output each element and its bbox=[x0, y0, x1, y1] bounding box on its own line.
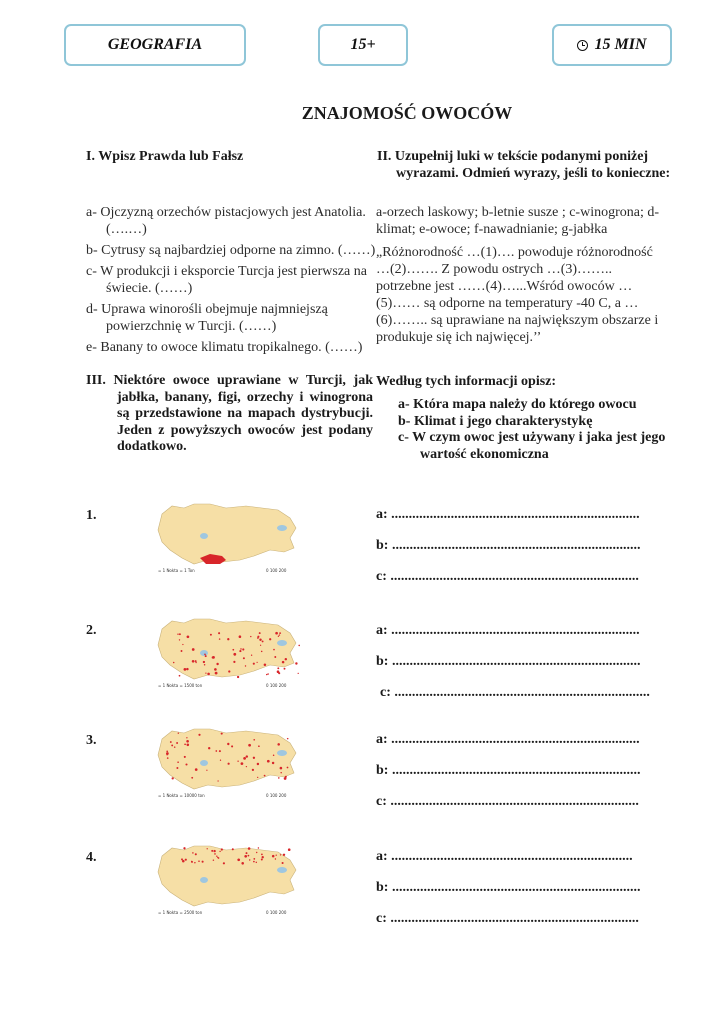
production-dot bbox=[204, 653, 206, 655]
turkey-outline bbox=[158, 504, 296, 564]
production-dot bbox=[279, 632, 281, 634]
production-dot bbox=[217, 780, 218, 781]
production-dot bbox=[277, 743, 280, 746]
production-dot bbox=[253, 757, 255, 759]
production-dot bbox=[214, 853, 216, 855]
production-dot bbox=[258, 847, 259, 848]
gap-fill-text: „Różnorodność …(1)…. powoduje różnorodność …(2)……. Z powodu ostrych …(3)…….. potrzebne jest ……(4)…...Wśród owoców …(5)…… są odporne na temperatury -40 C, a …(6)…….. są uprawiane na największym obszarze i produkuje się ich najwięcej.’’ bbox=[376, 245, 659, 345]
production-dot bbox=[184, 756, 186, 758]
production-dot bbox=[220, 760, 221, 761]
production-dot bbox=[276, 855, 277, 856]
statement-b: b- Cytrusy są najbardziej odporne na zimno. (……) bbox=[86, 243, 376, 258]
statement-d: d- Uprawa winorośli obejmuje najmniejszą powierzchnię w Turcji. (……) bbox=[86, 302, 328, 334]
production-dot bbox=[256, 862, 257, 863]
production-dot bbox=[253, 739, 255, 741]
production-dot bbox=[210, 634, 212, 636]
answer-line-3c[interactable]: c: ....................................................................... bbox=[376, 794, 639, 809]
production-dot bbox=[191, 777, 193, 779]
production-dot bbox=[257, 763, 259, 765]
production-dot bbox=[249, 859, 250, 860]
production-dot bbox=[167, 757, 169, 759]
production-dot bbox=[273, 649, 275, 651]
production-dot bbox=[259, 639, 261, 641]
production-dot bbox=[216, 856, 217, 857]
production-dot bbox=[179, 633, 181, 635]
production-dot bbox=[237, 761, 238, 762]
lake bbox=[277, 525, 287, 531]
distribution-map-2 bbox=[150, 613, 310, 693]
production-dot bbox=[202, 861, 204, 863]
section3-heading-text: III. Niektóre owoce uprawiane w Turcji, jak jabłka, banany, figi, orzechy i winogrona są przedstawione na mapach dystrybucji. Jeden z powyższych owoców jest podany dodatkowo. bbox=[86, 373, 373, 455]
production-dot bbox=[256, 852, 257, 853]
production-dot bbox=[280, 767, 283, 770]
production-dot bbox=[252, 769, 254, 771]
production-dot bbox=[248, 855, 250, 857]
statement-e: e- Banany to owoce klimatu tropikalnego. (……) bbox=[86, 340, 363, 355]
production-dot bbox=[218, 857, 220, 859]
production-dot bbox=[288, 848, 291, 851]
answer-line-3a[interactable]: a: ....................................................................... bbox=[376, 732, 640, 747]
production-dot bbox=[177, 634, 178, 635]
production-dot bbox=[171, 744, 173, 746]
production-dot bbox=[233, 653, 236, 656]
production-dot bbox=[261, 859, 263, 861]
section1-items bbox=[86, 204, 376, 360]
production-dot bbox=[219, 851, 220, 852]
production-dot bbox=[223, 862, 225, 864]
lake bbox=[200, 760, 208, 766]
production-dot bbox=[237, 858, 240, 861]
turkey-outline bbox=[158, 729, 296, 789]
production-dot bbox=[239, 650, 241, 652]
production-dot bbox=[204, 664, 206, 666]
production-dot bbox=[187, 635, 190, 638]
production-dot bbox=[245, 665, 246, 666]
production-dot bbox=[279, 634, 280, 635]
production-dot bbox=[219, 750, 221, 752]
production-dot bbox=[186, 668, 188, 670]
production-dot bbox=[298, 673, 299, 674]
production-dot bbox=[277, 670, 280, 673]
map-number-3: 3. bbox=[86, 733, 97, 748]
production-dot bbox=[243, 757, 246, 760]
section1-heading: I. Wpisz Prawda lub Fałsz bbox=[86, 149, 244, 164]
production-dot bbox=[227, 743, 229, 745]
production-dot bbox=[282, 862, 284, 864]
map-scale: 0 100 200 bbox=[266, 793, 287, 798]
production-dot bbox=[176, 742, 178, 744]
answer-line-4a[interactable]: a: ..................................................................... bbox=[376, 849, 633, 864]
production-dot bbox=[275, 858, 276, 859]
production-dot bbox=[262, 640, 264, 642]
production-dot bbox=[182, 644, 183, 645]
map-legend: = 1 Nokta = 10000 ton bbox=[158, 793, 205, 798]
production-dot bbox=[213, 859, 214, 860]
time-label: 15 MIN bbox=[594, 36, 647, 53]
production-dot bbox=[287, 738, 289, 740]
answer-line-2a[interactable]: a: ....................................................................... bbox=[376, 623, 640, 638]
word-bank: a-orzech laskowy; b-letnie susze ; c-winogrona; d-klimat; e-owoce; f-nawadnianie; g-jabłka bbox=[376, 205, 660, 237]
production-dot bbox=[259, 632, 261, 634]
answer-line-2b[interactable]: b: ....................................................................... bbox=[376, 654, 641, 669]
turkey-outline bbox=[158, 846, 296, 906]
production-dot bbox=[195, 853, 197, 855]
lake bbox=[200, 877, 208, 883]
map-legend: = 1 Noktа = 1 Ton bbox=[158, 568, 195, 573]
lake bbox=[200, 533, 208, 539]
statement-a: a- Ojczyzną orzechów pistacjowych jest Anatolia.(….…) bbox=[86, 205, 366, 237]
production-dot bbox=[187, 744, 190, 747]
production-dot bbox=[215, 672, 218, 675]
statement-c: c- W produkcji i eksporcie Turcja jest pierwsza na świecie. (……) bbox=[86, 264, 367, 296]
production-dot bbox=[195, 660, 197, 662]
lake bbox=[277, 867, 287, 873]
production-dot bbox=[277, 667, 279, 669]
production-dot bbox=[205, 672, 206, 673]
distribution-map-1 bbox=[150, 498, 310, 578]
production-dot bbox=[174, 746, 176, 748]
map-legend: = 1 Nokta = 1500 ton bbox=[158, 683, 203, 688]
answer-line-3b[interactable]: b: ....................................................................... bbox=[376, 763, 641, 778]
production-dot bbox=[192, 648, 195, 651]
map-number-2: 2. bbox=[86, 623, 97, 638]
production-dot bbox=[239, 635, 242, 638]
distribution-map-4 bbox=[150, 840, 310, 920]
production-dot bbox=[177, 761, 179, 763]
production-dot bbox=[253, 663, 255, 665]
production-dot bbox=[216, 663, 218, 665]
lake bbox=[200, 650, 208, 656]
production-dot bbox=[206, 770, 207, 771]
production-dot bbox=[282, 661, 285, 664]
question-a: a- Która mapa należy do którego owocu bbox=[398, 397, 637, 412]
production-dot bbox=[203, 661, 205, 663]
map-number-4: 4. bbox=[86, 850, 97, 865]
production-dot bbox=[242, 648, 244, 650]
production-dot bbox=[166, 752, 169, 755]
production-dot bbox=[241, 762, 244, 765]
production-dot bbox=[258, 745, 260, 747]
question-c: c- W czym owoc jest używany i jaka jest jego wartość ekonomiczna bbox=[398, 430, 666, 462]
distribution-map-3 bbox=[150, 723, 310, 803]
production-dot bbox=[272, 762, 274, 764]
time-box bbox=[552, 24, 672, 66]
map-scale: 0 100 200 bbox=[266, 683, 287, 688]
production-dot bbox=[267, 673, 269, 675]
lake bbox=[277, 640, 287, 646]
production-dot bbox=[266, 674, 267, 675]
production-dot bbox=[298, 645, 300, 647]
production-dot bbox=[273, 755, 275, 757]
production-dot bbox=[173, 662, 175, 664]
production-dot bbox=[179, 639, 180, 640]
map-number-1: 1. bbox=[86, 508, 97, 523]
section2-heading bbox=[377, 148, 677, 182]
production-dot bbox=[192, 852, 194, 854]
answer-line-4c[interactable]: c: ....................................................................... bbox=[376, 911, 639, 926]
production-dot bbox=[194, 862, 195, 863]
production-dot bbox=[280, 772, 281, 773]
production-dot bbox=[285, 658, 287, 660]
page-title: ZNAJOMOŚĆ OWOCÓW bbox=[301, 103, 513, 123]
production-dot bbox=[228, 670, 230, 672]
production-dot bbox=[181, 858, 183, 860]
production-dot bbox=[295, 662, 297, 664]
subject-label: GEOGRAFIA bbox=[107, 36, 203, 53]
production-dot bbox=[183, 847, 185, 849]
production-dot bbox=[253, 858, 255, 860]
production-dot bbox=[181, 650, 183, 652]
production-dot bbox=[176, 767, 178, 769]
question-list bbox=[398, 397, 678, 463]
production-dot bbox=[198, 734, 200, 736]
production-dot bbox=[283, 854, 285, 856]
production-dot bbox=[274, 656, 276, 658]
production-dot bbox=[269, 638, 271, 640]
production-dot bbox=[232, 848, 234, 850]
production-dot bbox=[207, 848, 208, 849]
production-dot bbox=[179, 675, 181, 677]
age-box bbox=[318, 24, 408, 66]
production-dot bbox=[205, 655, 207, 657]
production-dot bbox=[244, 855, 247, 858]
answer-line-2c[interactable]: c: ......................................................................... bbox=[380, 685, 650, 700]
production-dot bbox=[233, 661, 235, 663]
production-dot bbox=[195, 768, 198, 771]
section3-heading bbox=[86, 373, 373, 456]
production-dot bbox=[192, 660, 195, 663]
turkey-outline bbox=[158, 619, 296, 679]
production-dot bbox=[262, 856, 264, 858]
production-dot bbox=[287, 767, 289, 769]
production-dot bbox=[215, 750, 217, 752]
map-scale: 0 100 200 bbox=[266, 910, 287, 915]
production-dot bbox=[185, 763, 187, 765]
subject-box bbox=[64, 24, 246, 66]
production-dot bbox=[170, 741, 172, 743]
map-scale: 0 100 200 bbox=[266, 568, 287, 573]
production-dot bbox=[246, 852, 248, 854]
production-dot bbox=[221, 733, 223, 735]
production-dot bbox=[231, 745, 233, 747]
production-dot bbox=[243, 657, 245, 659]
production-dot bbox=[264, 775, 266, 777]
production-dot bbox=[198, 860, 200, 862]
production-dot bbox=[208, 747, 210, 749]
answer-line-1a[interactable]: a: ....................................................................... bbox=[376, 507, 640, 522]
production-dot bbox=[184, 743, 186, 745]
production-dot bbox=[284, 777, 287, 780]
production-dot bbox=[185, 859, 187, 861]
production-dot bbox=[211, 850, 213, 852]
production-dot bbox=[257, 637, 259, 639]
answer-line-1b[interactable]: b: ....................................................................... bbox=[376, 538, 641, 553]
production-dot bbox=[260, 645, 261, 646]
production-dot bbox=[227, 638, 229, 640]
production-dot bbox=[251, 655, 252, 656]
answer-line-4b[interactable]: b: ....................................................................... bbox=[376, 880, 641, 895]
production-dot bbox=[184, 668, 187, 671]
production-dot bbox=[213, 850, 215, 852]
production-dot bbox=[248, 744, 251, 747]
production-dot bbox=[212, 656, 214, 658]
production-dot bbox=[191, 861, 192, 862]
production-dot bbox=[246, 755, 248, 757]
question-b: b- Klimat i jego charakterystykę bbox=[398, 413, 593, 429]
map-legend: = 1 Nokta = 2500 ton bbox=[158, 910, 203, 915]
production-dot bbox=[166, 750, 168, 752]
production-dot bbox=[257, 777, 258, 778]
production-dot bbox=[257, 662, 258, 663]
production-dot bbox=[267, 760, 270, 763]
production-dot bbox=[178, 733, 179, 734]
production-dot bbox=[275, 632, 278, 635]
production-dot bbox=[248, 847, 251, 850]
lake bbox=[277, 750, 287, 756]
production-dot bbox=[186, 740, 189, 743]
production-dot bbox=[280, 854, 281, 855]
answer-line-1c[interactable]: c: ....................................................................... bbox=[376, 569, 639, 584]
production-dot bbox=[278, 777, 280, 779]
production-dot bbox=[219, 638, 220, 639]
production-dot bbox=[261, 854, 263, 856]
production-dot bbox=[240, 648, 241, 649]
production-dot bbox=[186, 737, 187, 738]
production-dot bbox=[264, 664, 267, 667]
age-label: 15+ bbox=[350, 36, 376, 53]
production-dot bbox=[221, 848, 223, 850]
clock-icon bbox=[577, 40, 588, 51]
production-dot bbox=[253, 861, 255, 863]
production-dot bbox=[272, 855, 275, 858]
production-dot bbox=[207, 673, 210, 676]
production-dot bbox=[214, 668, 217, 671]
production-dot bbox=[232, 649, 234, 651]
production-dot bbox=[284, 668, 286, 670]
production-dot bbox=[250, 636, 251, 637]
production-dot bbox=[241, 862, 244, 865]
section3-right-heading: Według tych informacji opisz: bbox=[376, 374, 557, 389]
production-dot bbox=[172, 777, 174, 779]
section2-heading-text: II. Uzupełnij luki w tekście podanymi poniżej wyrazami. Odmień wyrazy, jeśli to konieczne: bbox=[377, 149, 671, 181]
production-dot bbox=[246, 766, 247, 767]
production-dot bbox=[261, 651, 263, 653]
production-dot bbox=[278, 636, 279, 637]
production-dot bbox=[237, 676, 239, 678]
production-dot bbox=[218, 632, 220, 634]
production-dot bbox=[228, 763, 230, 765]
